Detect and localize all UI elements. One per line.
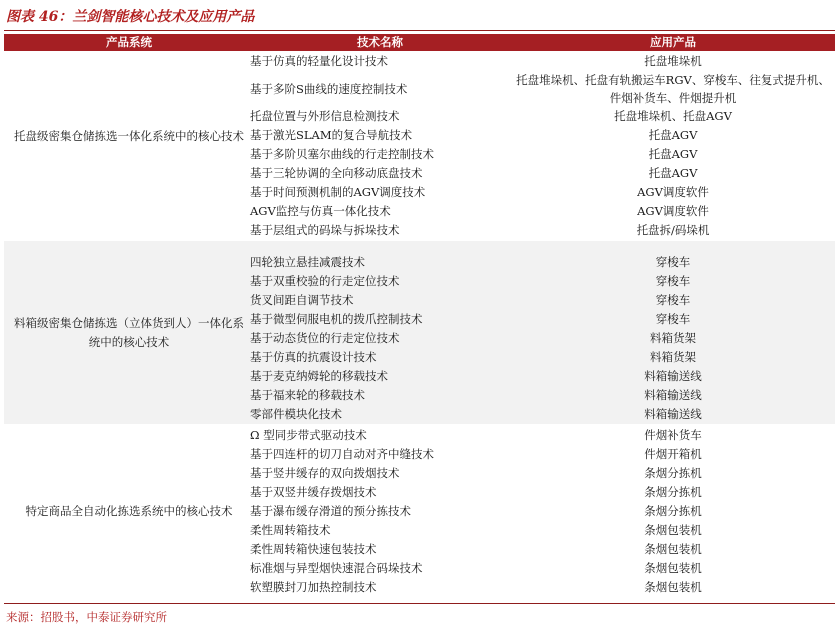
table-row — [4, 367, 835, 386]
product-name: 托盘AGV — [648, 166, 698, 180]
tech-name: 标准烟与异型烟快速混合码垛技术 — [250, 561, 423, 575]
table-row — [4, 426, 835, 445]
table-row — [4, 253, 835, 272]
table-row — [4, 445, 835, 464]
table-row — [4, 578, 835, 597]
footer-divider — [4, 603, 835, 604]
tech-name: 基于福来轮的移载技术 — [250, 388, 365, 402]
table-row — [4, 559, 835, 578]
product-name: 件烟补货车 — [644, 428, 702, 442]
header-system: 产品系统 — [106, 35, 152, 49]
table-row — [4, 502, 835, 521]
table-row — [4, 221, 835, 240]
tech-name: 柔性周转箱快速包装技术 — [250, 542, 377, 556]
table-row — [4, 202, 835, 221]
tech-name: 基于四连杆的切刀自动对齐中缝技术 — [250, 447, 434, 461]
system-name: 料箱级密集仓储拣选（立体货到人）一体化系统中的核心技术 — [14, 316, 244, 349]
product-name: 托盘堆垛机、托盘AGV — [614, 109, 732, 123]
header-product: 应用产品 — [650, 35, 696, 49]
figure-title: 图表 46：兰剑智能核心技术及应用产品 — [6, 9, 255, 25]
tech-name: AGV监控与仿真一体化技术 — [250, 204, 391, 218]
product-name: 托盘拆/码垛机 — [636, 223, 710, 237]
table-row — [4, 291, 835, 310]
table-row — [4, 521, 835, 540]
table-group-pallet — [4, 52, 835, 241]
product-name: 条烟包装机 — [644, 542, 702, 556]
tech-name: 基于瀑布缓存滑道的预分拣技术 — [250, 504, 411, 518]
tech-name: 柔性周转箱技术 — [250, 523, 331, 537]
product-name: 穿梭车 — [655, 293, 691, 307]
table-row — [4, 464, 835, 483]
product-name: 料箱输送线 — [644, 369, 702, 383]
table-row — [4, 483, 835, 502]
product-name: 托盘AGV — [648, 128, 698, 142]
table-row — [4, 164, 835, 183]
title-divider — [4, 30, 835, 31]
product-name: 托盘堆垛机、托盘有轨搬运车RGV、穿梭车、往复式提升机、件烟补货车、件烟提升机 — [516, 73, 830, 105]
table-row — [4, 386, 835, 405]
product-name: 料箱货架 — [650, 350, 696, 364]
system-name: 特定商品全自动化拣选系统中的核心技术 — [25, 504, 233, 518]
table-row — [4, 272, 835, 291]
product-name: 穿梭车 — [655, 255, 691, 269]
tech-name: 基于激光SLAM的复合导航技术 — [250, 128, 413, 142]
table-row — [4, 71, 835, 107]
tech-name: 基于多阶贝塞尔曲线的行走控制技术 — [250, 147, 434, 161]
tech-name: 四轮独立悬挂减震技术 — [250, 255, 365, 269]
tech-name: 软塑膜封刀加热控制技术 — [250, 580, 377, 594]
product-name: 件烟开箱机 — [644, 447, 702, 461]
tech-name: 基于动态货位的行走定位技术 — [250, 331, 400, 345]
system-name: 托盘级密集仓储拣选一体化系统中的核心技术 — [14, 129, 244, 143]
product-name: 条烟包装机 — [644, 561, 702, 575]
tech-name: 零部件模块化技术 — [250, 407, 342, 421]
product-name: 条烟分拣机 — [644, 504, 702, 518]
product-name: 穿梭车 — [655, 312, 691, 326]
tech-name: 基于双竖井缓存拨烟技术 — [250, 485, 377, 499]
table-row — [4, 107, 835, 126]
tech-name: 基于仿真的轻量化设计技术 — [250, 54, 388, 68]
table-row — [4, 145, 835, 164]
table-row — [4, 540, 835, 559]
tech-name: 基于麦克纳姆轮的移载技术 — [250, 369, 388, 383]
product-name: 托盘AGV — [648, 147, 698, 161]
tech-name: Ω 型同步带式驱动技术 — [250, 428, 367, 442]
tech-name: 基于层组式的码垛与拆垛技术 — [250, 223, 400, 237]
product-name: 条烟分拣机 — [644, 485, 702, 499]
product-name: 条烟分拣机 — [644, 466, 702, 480]
product-name: 料箱输送线 — [644, 407, 702, 421]
product-name: 托盘堆垛机 — [644, 54, 702, 68]
table-row — [4, 348, 835, 367]
table-row — [4, 405, 835, 424]
tech-name: 货叉间距自调节技术 — [250, 293, 354, 307]
product-name: AGV调度软件 — [637, 185, 709, 199]
product-name: 条烟包装机 — [644, 580, 702, 594]
tech-name: 基于仿真的抗震设计技术 — [250, 350, 377, 364]
table-row — [4, 126, 835, 145]
tech-name: 托盘位置与外形信息检测技术 — [250, 109, 400, 123]
tech-name: 基于多阶S曲线的速度控制技术 — [250, 82, 408, 96]
table-header — [4, 34, 835, 51]
product-name: 条烟包装机 — [644, 523, 702, 537]
table-row — [4, 329, 835, 348]
table-row — [4, 52, 835, 71]
source-note: 来源：招股书，中泰证券研究所 — [6, 610, 167, 624]
header-tech: 技术名称 — [357, 35, 403, 49]
product-name: 料箱货架 — [650, 331, 696, 345]
product-name: 穿梭车 — [655, 274, 691, 288]
product-name: AGV调度软件 — [637, 204, 709, 218]
tech-name: 基于时间预测机制的AGV调度技术 — [250, 185, 426, 199]
table-row — [4, 183, 835, 202]
table-group-tote — [4, 241, 835, 424]
table-group-special — [4, 424, 835, 600]
product-name: 料箱输送线 — [644, 388, 702, 402]
tech-name: 基于双重校验的行走定位技术 — [250, 274, 400, 288]
tech-name: 基于竖井缓存的双向拨烟技术 — [250, 466, 400, 480]
tech-name: 基于微型伺服电机的拨爪控制技术 — [250, 312, 423, 326]
table-row — [4, 310, 835, 329]
tech-name: 基于三轮协调的全向移动底盘技术 — [250, 166, 423, 180]
